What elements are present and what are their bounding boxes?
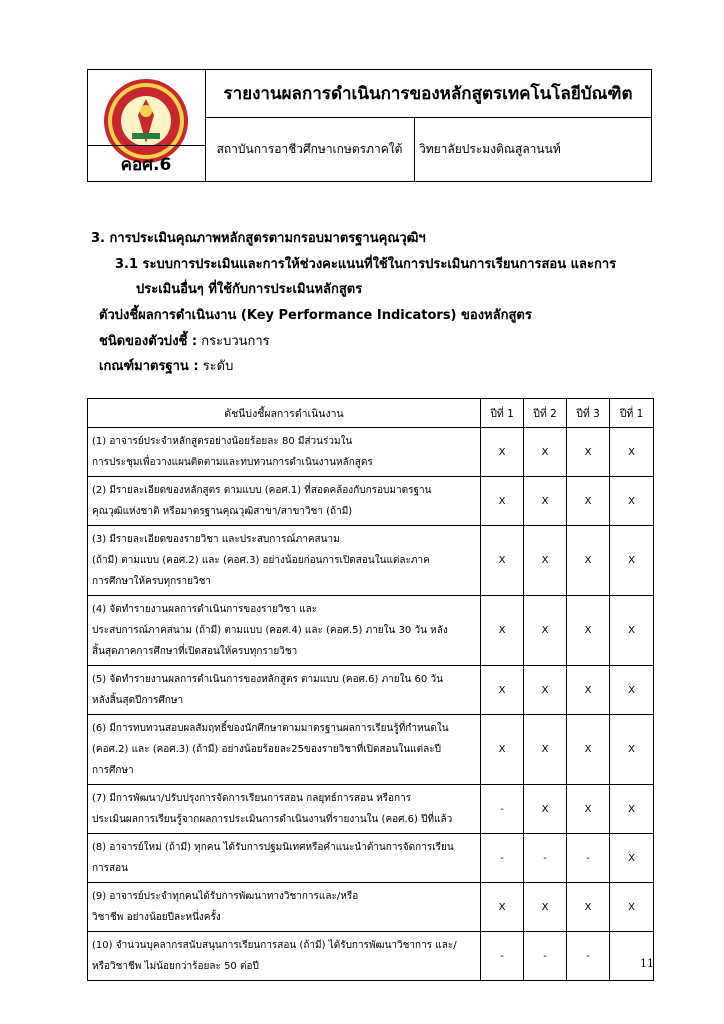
year-1-mark: -	[481, 834, 524, 883]
header-year-3: ปีที่ 3	[567, 399, 610, 428]
table-row	[88, 666, 654, 715]
year-1-mark: X	[481, 477, 524, 526]
indicator-line: (คอศ.2) และ (คอศ.3) (ถ้ามี) อย่างน้อยร้อยละ25ของรายวิชาที่เปิดสอนในแต่ละปี	[92, 744, 441, 755]
year-4-mark: X	[610, 596, 654, 666]
standard-criteria-label: เกณฑ์มาตรฐาน :	[99, 359, 199, 374]
year-2-mark: X	[524, 428, 567, 477]
indicator-line: ประเมินผลการเรียนรู้จากผลการประเมินการดำเนินงานที่รายงานใน (คอศ.6) ปีที่แล้ว	[92, 814, 453, 825]
standard-criteria-value: ระดับ	[202, 359, 234, 374]
table-row	[88, 526, 654, 596]
institute-name: สถาบันการอาชีวศึกษาเกษตรภาคใต้	[216, 141, 403, 156]
year-3-mark: -	[567, 834, 610, 883]
header-year-2: ปีที่ 2	[524, 399, 567, 428]
indicator-type	[99, 330, 270, 351]
indicator-line: (7) มีการพัฒนา/ปรับปรุงการจัดการเรียนการสอน กลยุทธ์การสอน หรือการ	[92, 793, 412, 804]
year-2-mark: X	[524, 526, 567, 596]
section-heading: 3. การประเมินคุณภาพหลักสูตรตามกรอบมาตรฐานคุณวุฒิฯ	[91, 231, 426, 246]
year-4-mark: X	[610, 477, 654, 526]
indicator-cell	[88, 666, 481, 715]
table-row	[88, 834, 654, 883]
indicator-line: คุณวุฒิแห่งชาติ หรือมาตรฐานคุณวุฒิสาขา/สาขาวิชา (ถ้ามี)	[92, 506, 353, 517]
year-3-mark: X	[567, 883, 610, 932]
year-1-mark: X	[481, 715, 524, 785]
table-row	[88, 785, 654, 834]
subsection-line-1: 3.1 ระบบการประเมินและการให้ช่วงคะแนนที่ใช้ในการประเมินการเรียนการสอน และการ	[115, 257, 617, 272]
year-4-mark: X	[610, 428, 654, 477]
year-4-mark: X	[610, 785, 654, 834]
table-row	[88, 428, 654, 477]
indicator-line: (2) มีรายละเอียดของหลักสูตร ตามแบบ (คอศ.1) ที่สอดคล้องกับกรอบมาตรฐาน	[92, 485, 432, 496]
year-3-mark: X	[567, 785, 610, 834]
indicator-line: (10) จำนวนบุคลากรสนับสนุนการเรียนการสอน (ถ้ามี) ได้รับการพัฒนาวิชาการ และ/	[92, 940, 457, 951]
form-code: คอศ.6	[87, 145, 205, 182]
year-4-mark: X	[610, 715, 654, 785]
year-2-mark: X	[524, 785, 567, 834]
indicator-line: (3) มีรายละเอียดของรายวิชา และประสบการณ์ภาคสนาม	[92, 534, 340, 545]
year-2-mark: -	[524, 834, 567, 883]
indicator-line: (4) จัดทำรายงานผลการดำเนินการของรายวิชา และ	[92, 604, 318, 615]
indicator-line: การประชุมเพื่อวางแผนติดตามและทบทวนการดำเนินงานหลักสูตร	[92, 457, 373, 468]
indicator-line: (5) จัดทำรายงานผลการดำเนินการของหลักสูตร ตามแบบ (คอศ.6) ภายใน 60 วัน	[92, 674, 443, 685]
header-year-1: ปีที่ 1	[481, 399, 524, 428]
year-2-mark: X	[524, 666, 567, 715]
indicator-line: สิ้นสุดภาคการศึกษาที่เปิดสอนให้ครบทุกรายวิชา	[92, 646, 298, 657]
kpi-table	[87, 398, 654, 981]
indicator-line: วิชาชีพ อย่างน้อยปีละหนึ่งครั้ง	[92, 912, 221, 923]
indicator-line: (6) มีการทบทวนสอบผลสัมฤทธิ์ของนักศึกษาตามมาตรฐานผลการเรียนรู้ที่กำหนดใน	[92, 723, 449, 734]
year-3-mark: -	[567, 932, 610, 981]
indicator-cell	[88, 477, 481, 526]
year-1-mark: X	[481, 526, 524, 596]
year-4-mark: X	[610, 834, 654, 883]
year-3-mark: X	[567, 715, 610, 785]
table-row	[88, 932, 654, 981]
header-year-4: ปีที่ 1	[610, 399, 654, 428]
header-indicator: ดัชนีบ่งชี้ผลการดำเนินงาน	[88, 399, 481, 428]
year-4-mark	[610, 932, 654, 981]
year-4-mark: X	[610, 526, 654, 596]
year-1-mark: X	[481, 596, 524, 666]
year-3-mark: X	[567, 428, 610, 477]
year-1-mark: -	[481, 932, 524, 981]
indicator-line: (1) อาจารย์ประจำหลักสูตรอย่างน้อยร้อยละ 80 มีส่วนร่วมใน	[92, 436, 353, 447]
college-name: วิทยาลัยประมงติณสูลานนท์	[419, 141, 561, 156]
indicator-cell	[88, 596, 481, 666]
year-3-mark: X	[567, 477, 610, 526]
standard-criteria	[99, 355, 233, 376]
page-number: 11	[640, 957, 654, 970]
table-row	[88, 596, 654, 666]
indicator-cell	[88, 526, 481, 596]
table-header-row	[88, 399, 654, 428]
indicator-cell	[88, 932, 481, 981]
indicator-line: (9) อาจารย์ประจำทุกคนได้รับการพัฒนาทางวิชาการและ/หรือ	[92, 891, 359, 902]
year-1-mark: X	[481, 666, 524, 715]
indicator-cell	[88, 883, 481, 932]
year-3-mark: X	[567, 526, 610, 596]
indicator-line: หลังสิ้นสุดปีการศึกษา	[92, 695, 184, 706]
indicator-cell	[88, 785, 481, 834]
year-2-mark: X	[524, 715, 567, 785]
table-row	[88, 477, 654, 526]
indicator-line: การสอน	[92, 863, 128, 874]
year-2-mark: X	[524, 596, 567, 666]
year-4-mark: X	[610, 883, 654, 932]
indicator-type-label: ชนิดของตัวบ่งชี้ :	[99, 334, 198, 349]
year-1-mark: X	[481, 883, 524, 932]
kpi-heading: ตัวบ่งชี้ผลการดำเนินงาน (Key Performance Indicators) ของหลักสูตร	[99, 308, 532, 323]
year-2-mark: X	[524, 883, 567, 932]
year-4-mark: X	[610, 666, 654, 715]
indicator-cell	[88, 428, 481, 477]
indicator-cell	[88, 715, 481, 785]
report-title: รายงานผลการดำเนินการของหลักสูตรเทคโนโลยีบัณฑิต	[223, 83, 633, 104]
year-3-mark: X	[567, 596, 610, 666]
year-2-mark: -	[524, 932, 567, 981]
indicator-line: การศึกษาให้ครบทุกรายวิชา	[92, 576, 212, 587]
indicator-line: หรือวิชาชีพ ไม่น้อยกว่าร้อยละ 50 ต่อปี	[92, 961, 259, 972]
indicator-line: การศึกษา	[92, 765, 134, 776]
indicator-type-value: กระบวนการ	[201, 334, 270, 349]
table-row	[88, 715, 654, 785]
year-1-mark: X	[481, 428, 524, 477]
year-2-mark: X	[524, 477, 567, 526]
indicator-cell	[88, 834, 481, 883]
year-3-mark: X	[567, 666, 610, 715]
table-row	[88, 883, 654, 932]
subsection-line-2: ประเมินอื่นๆ ที่ใช้กับการประเมินหลักสูตร	[136, 282, 363, 297]
indicator-line: ประสบการณ์ภาคสนาม (ถ้ามี) ตามแบบ (คอศ.4) และ (คอศ.5) ภายใน 30 วัน หลัง	[92, 625, 448, 636]
indicator-line: (ถ้ามี) ตามแบบ (คอศ.2) และ (คอศ.3) อย่างน้อยก่อนการเปิดสอนในแต่ละภาค	[92, 555, 430, 566]
year-1-mark: -	[481, 785, 524, 834]
indicator-line: (8) อาจารย์ใหม่ (ถ้ามี) ทุกคน ได้รับการปฐมนิเทศหรือคำแนะนำด้านการจัดการเรียน	[92, 842, 454, 853]
